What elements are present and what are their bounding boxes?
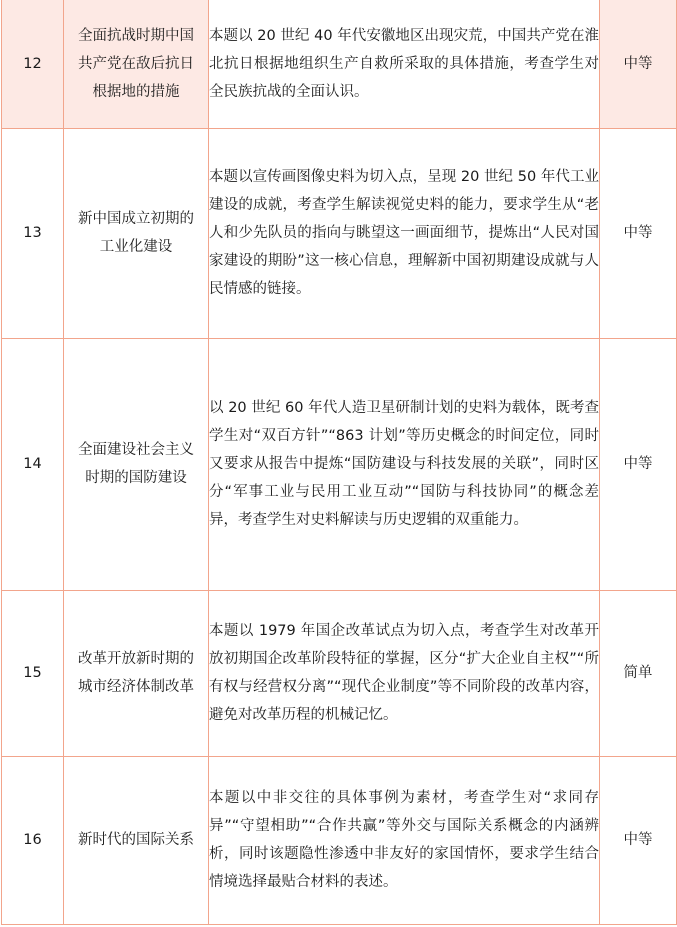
topic-line: 新中国成立初期的 — [78, 211, 194, 227]
description-cell: 本题以宣传画图像史料为切入点，呈现 20 世纪 50 年代工业建设的成就，考查学生解读视觉史料的能力，要求学生从“老人和少先队员的指向与眺望这一画面细节，提炼出“人民对国家建设的期盼”这一核心信息，理解新中国初期建设成就与人民情感的链接。 — [209, 128, 600, 338]
description-cell: 本题以中非交往的具体事例为素材，考查学生对“求同存异”“守望相助”“合作共赢”等外交与国际关系概念的内涵辨析，同时该题隐性渗透中非友好的家国情怀，要求学生结合情境选择最贴合材料的表述。 — [209, 756, 600, 924]
difficulty-cell: 中等 — [600, 128, 677, 338]
table-row — [2, 0, 677, 128]
topic-line: 根据地的措施 — [92, 83, 180, 100]
question-number: 16 — [2, 756, 64, 924]
question-analysis-table — [1, 0, 677, 925]
difficulty-cell: 中等 — [600, 0, 677, 128]
topic-cell — [64, 756, 209, 924]
topic-cell — [64, 128, 209, 338]
table-row — [2, 756, 677, 924]
topic-line: 全面抗战时期中国 — [78, 27, 194, 44]
topic-cell — [64, 590, 209, 756]
topic-line: 工业化建设 — [99, 239, 173, 255]
table-row — [2, 128, 677, 338]
description-cell: 本题以 1979 年国企改革试点为切入点，考查学生对改革开放初期国企改革阶段特征的掌握，区分“扩大企业自主权”“所有权与经营权分离”“现代企业制度”等不同阶段的改革内容，避免对改革历程的机械记忆。 — [209, 590, 600, 756]
topic-line: 时期的国防建设 — [85, 470, 187, 486]
description-cell: 以 20 世纪 60 年代人造卫星研制计划的史料为载体，既考查学生对“双百方针”“863 计划”等历史概念的时间定位，同时又要求从报告中提炼“国防建设与科技发展的关联”，同时区分“军事工业与民用工业互动”“国防与科技协同”的概念差异，考查学生对史料解读与历史逻辑的双重能力。 — [209, 338, 600, 590]
difficulty-cell: 中等 — [600, 338, 677, 590]
question-number: 12 — [2, 0, 64, 128]
topic-line: 全面建设社会主义 — [78, 442, 194, 458]
table-row — [2, 590, 677, 756]
description-cell: 本题以 20 世纪 40 年代安徽地区出现灾荒，中国共产党在淮北抗日根据地组织生产自救所采取的具体措施，考查学生对全民族抗战的全面认识。 — [209, 0, 600, 128]
topic-line: 新时代的国际关系 — [78, 832, 194, 848]
difficulty-cell: 中等 — [600, 756, 677, 924]
topic-cell — [64, 338, 209, 590]
difficulty-cell: 简单 — [600, 590, 677, 756]
question-number: 13 — [2, 128, 64, 338]
topic-line: 城市经济体制改革 — [78, 679, 194, 695]
question-number: 15 — [2, 590, 64, 756]
topic-line: 共产党在敌后抗日 — [78, 55, 194, 72]
topic-line: 改革开放新时期的 — [78, 651, 194, 667]
table-row — [2, 338, 677, 590]
question-number: 14 — [2, 338, 64, 590]
topic-cell — [64, 0, 209, 128]
